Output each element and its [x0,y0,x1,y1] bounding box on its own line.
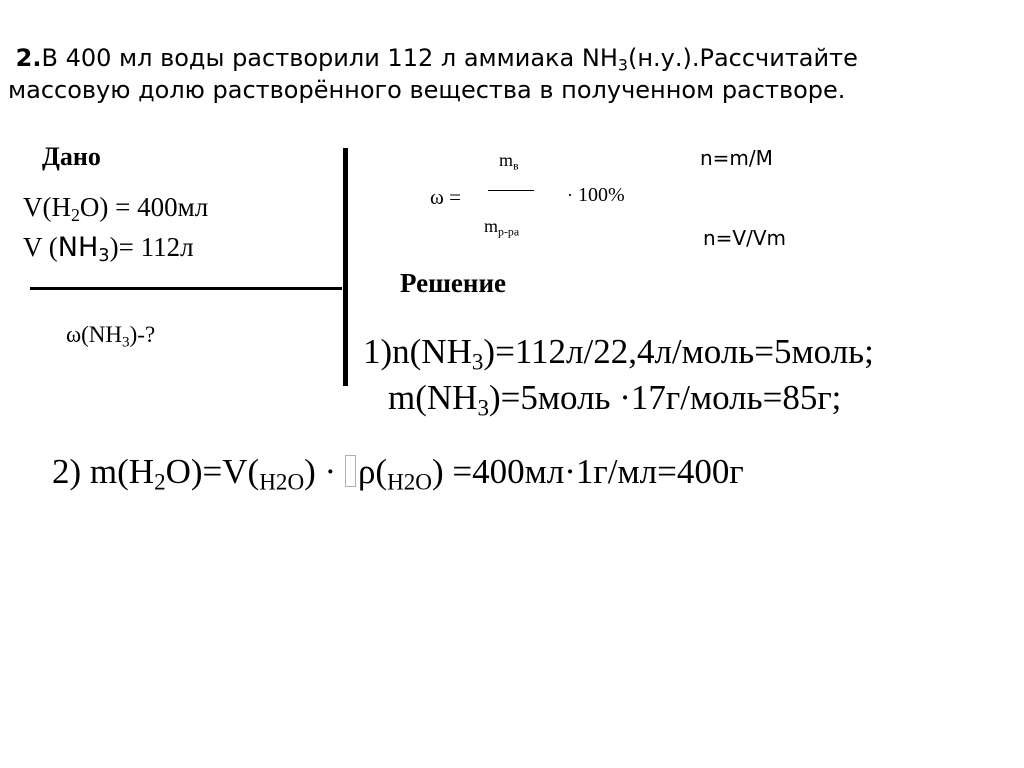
formula-n-volume: n=V/Vm [703,226,787,250]
vertical-divider [343,148,348,386]
missing-glyph-box [345,455,356,487]
formula-fraction-bar [488,190,534,191]
solution-title: Решение [400,268,506,298]
formula-omega: ω = [430,185,461,209]
formula-percent: 100% [578,184,625,206]
formula-dot: · [567,185,573,205]
given-divider [30,287,342,290]
solution-step-2-water-mass: 2) $m(H_2O)=V(_{H2O}) \cdot \rho(_{H2O}) =400мл\cdot 1г/мл=400г$ [52,452,744,495]
formula-n-mass: n=m/M [700,146,773,170]
formula-numerator: $m_в$ [499,150,519,173]
find-mass-fraction: $\omega(NH_3)-$? [66,322,156,351]
task-line-1: 2.В 400 мл воды растворили 112 л аммиака $NH_3(н.у.).Рассчитайте$ [15,44,858,75]
given-water-volume: $V(H_2O) = 400мл$ [23,192,209,225]
task-number: 2. [15,44,42,72]
solution-step-1-moles: $1)n(NH_3)=112л/22,4л/моль=5моль$; [363,332,874,375]
given-title: Дано [42,142,101,171]
task-statement [8,42,858,106]
given-ammonia-volume: V $(NH_3)= 112л$ [23,232,194,266]
task-line-2: массовую долю растворённого вещества в полученном растворе. [8,76,846,104]
formula-denominator: $m_{р-ра}$ [484,216,520,239]
solution-step-1-mass: $m(NH_3)=5моль$ ·17г/моль=85г; [388,378,842,421]
